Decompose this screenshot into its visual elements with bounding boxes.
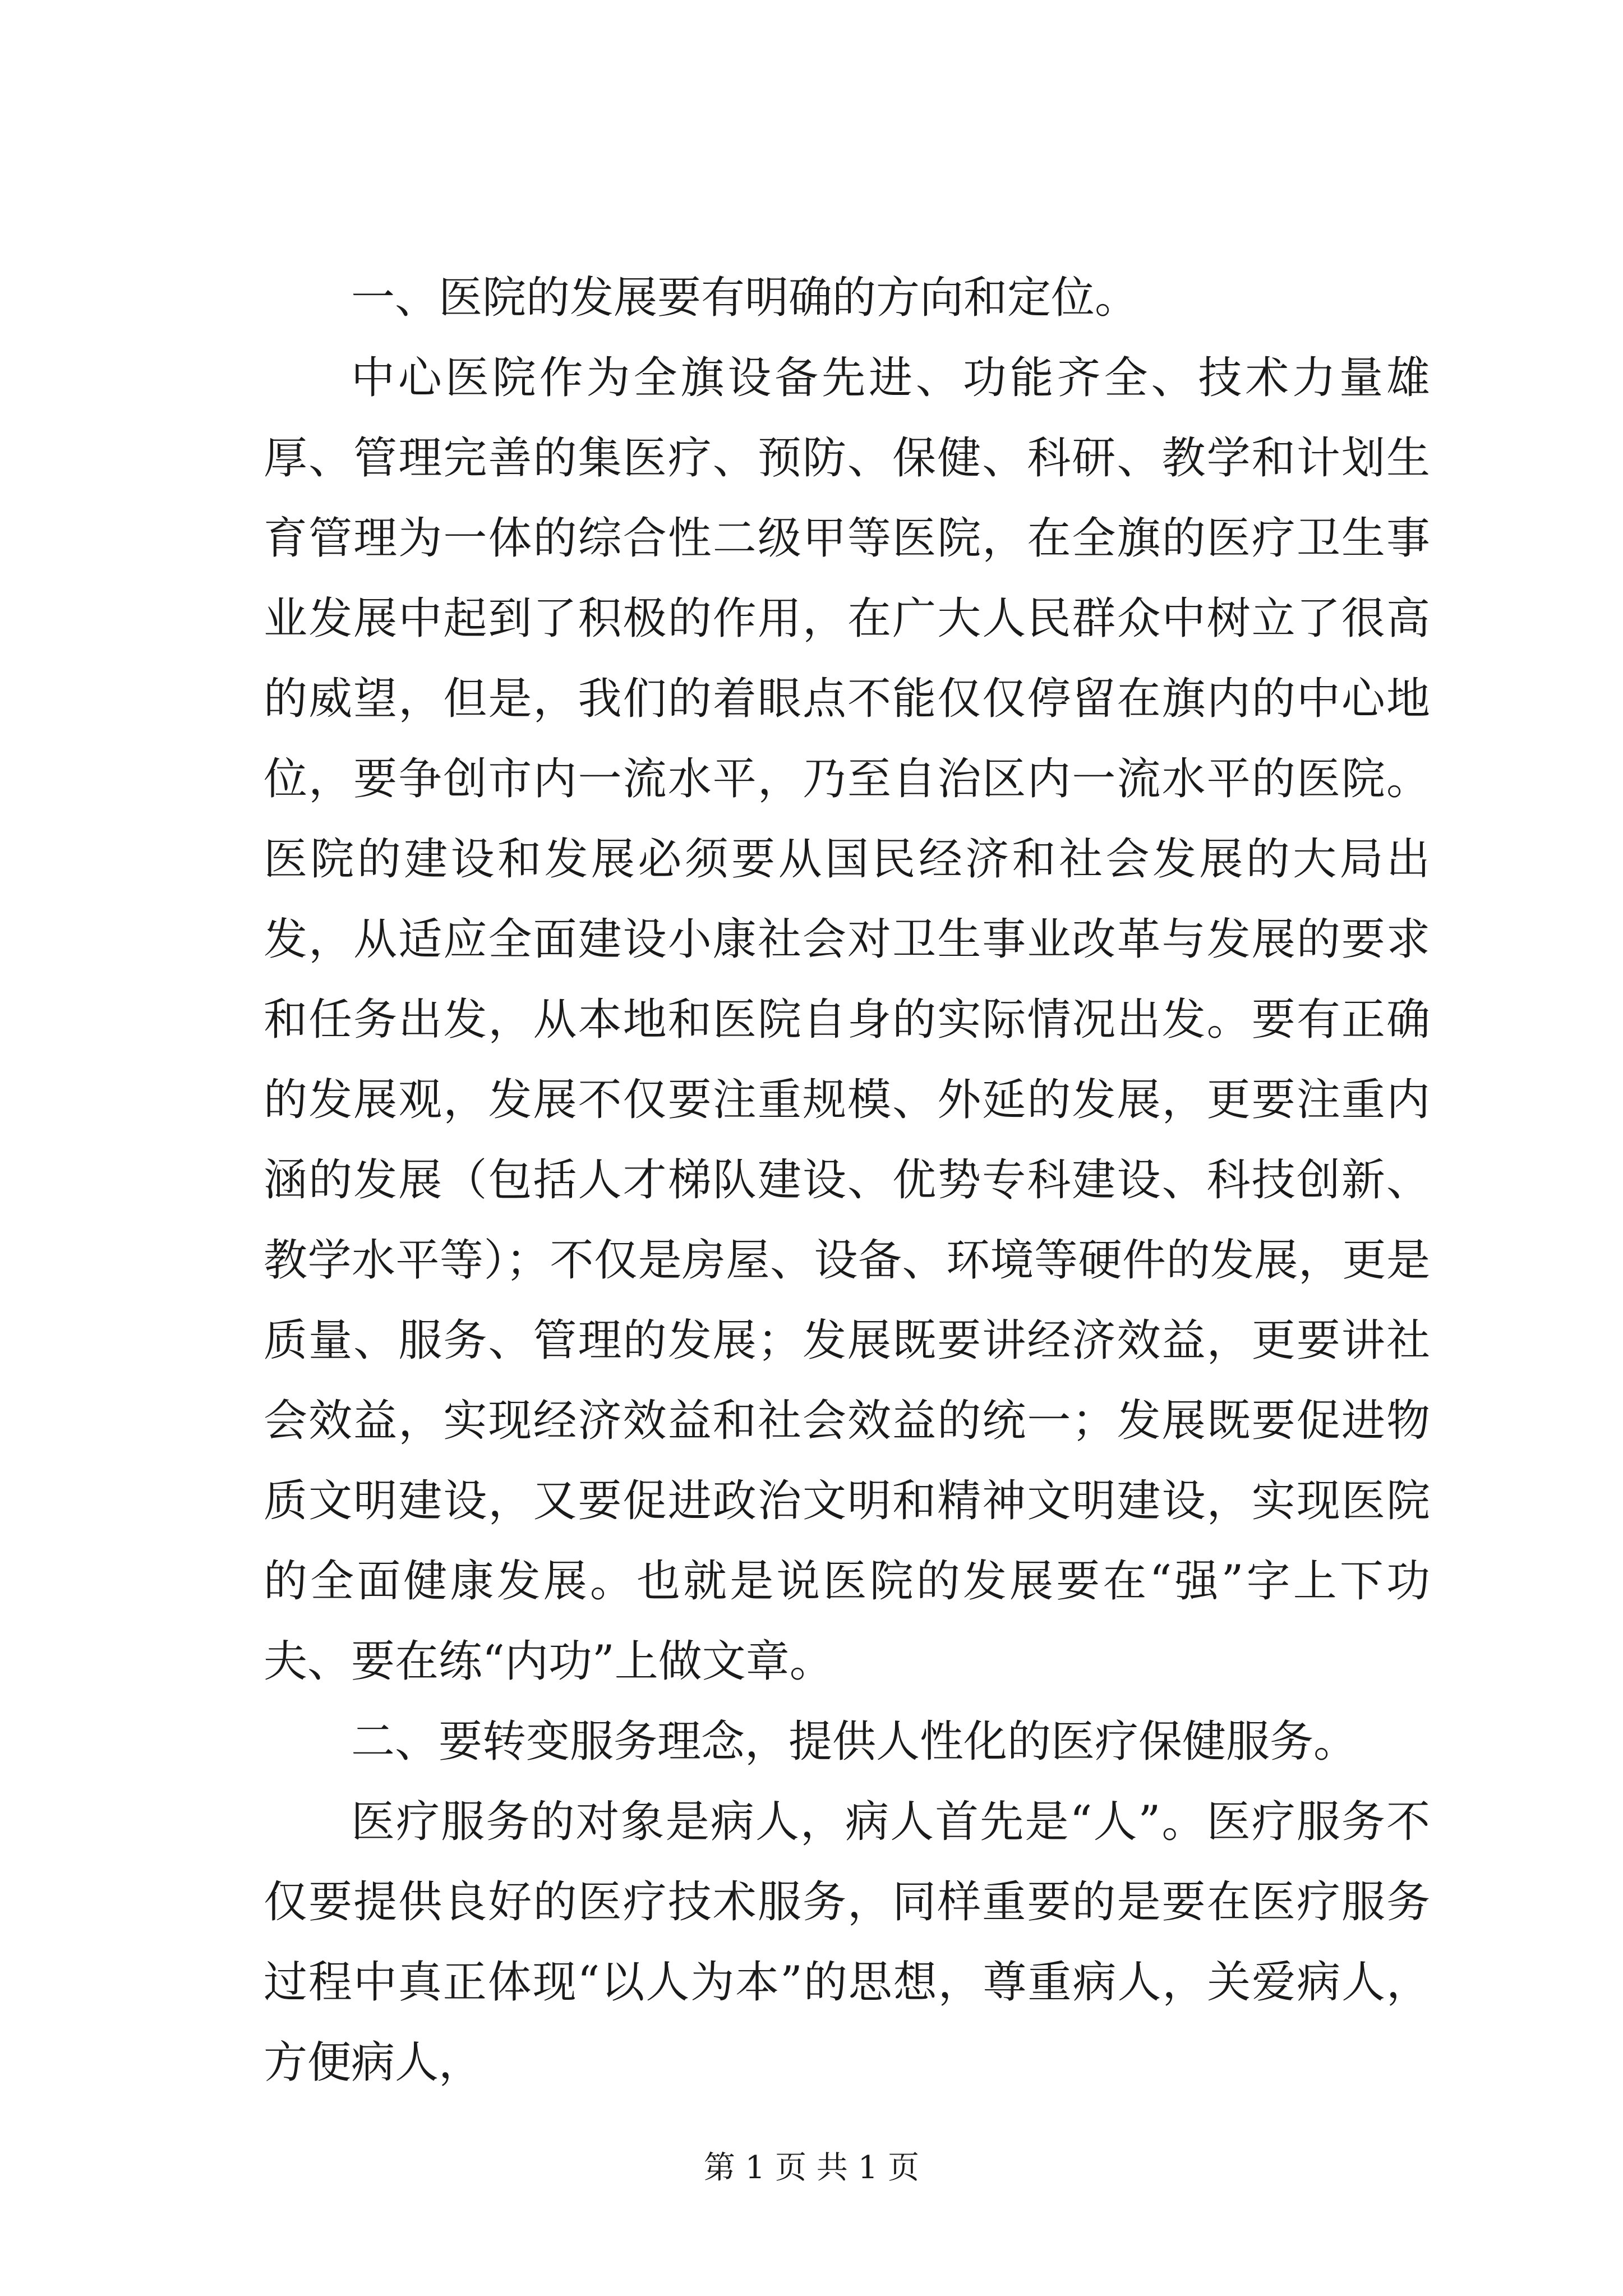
section-heading-2: 二、要转变服务理念，提供人性化的医疗保健服务。 <box>351 1717 1358 1767</box>
page-footer: 第 1 页 共 1 页 <box>703 2150 920 2186</box>
section-heading-1: 一、医院的发展要有明确的方向和定位。 <box>351 273 1139 323</box>
paragraph-1: 中心医院作为全旗设备先进、功能齐全、技术力量雄厚、管理完善的集医疗、预防、保健、科研、教学和计划生育管理为一体的综合性二级甲等医院，在全旗的医疗卫生事业发展中起到了积极的作用，在广大人民群众中树立了很高的威望，但是，我们的着眼点不能仅仅停留在旗内的中心地位，要争创市内一流水平，乃至自治区内一流水平的医院。医院的建设和发展必须要从国民经济和社会发展的大局出发，从适应全面建设小康社会对卫生事业改革与发展的要求和任务出发，从本地和医院自身的实际情况出发。要有正确的发展观，发展不仅要注重规模、外延的发展，更要注重内涵的发展（包括人才梯队建设、优势专科建设、科技创新、教学水平等）；不仅是房屋、设备、环境等硬件的发展，更是质量、服务、管理的发展；发展既要讲经济效益，更要讲社会效益，实现经济效益和社会效益的统一；发展既要促进物质文明建设，又要促进政治文明和精神文明建设，实现医院的全面健康发展。也就是说医院的发展要在“强”字上下功夫、要在练“内功”上做文章。 <box>264 353 1430 1687</box>
document-body <box>264 258 1430 2103</box>
paragraph-2: 医疗服务的对象是病人，病人首先是“人”。医疗服务不仅要提供良好的医疗技术服务，同样重要的是要在医疗服务过程中真正体现“以人为本”的思想，尊重病人，关爱病人，方便病人， <box>264 1797 1430 2088</box>
